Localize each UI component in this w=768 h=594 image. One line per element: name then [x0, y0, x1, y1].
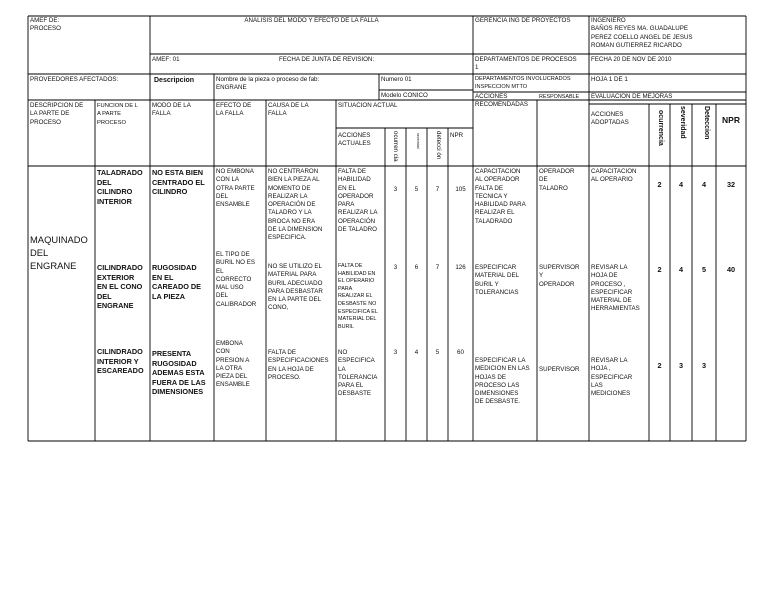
- row3-funcion: CILINDRADO INTERIOR Y ESCAREADO: [97, 347, 144, 376]
- amef-de-label: [28, 16, 150, 54]
- row3-acciones: NO ESPECIFICA LA TOLERANCIA PARA EL DESBASTE: [338, 349, 378, 398]
- amef-number: AMEF: 01: [152, 56, 180, 63]
- col-descripcion-parte: DESCRIPCION DE LA PARTE DE PROCESO: [30, 102, 84, 126]
- row2-funcion: CILINDRADO EXTERIOR EN EL CONO DEL ENGRANE: [97, 263, 143, 311]
- col-responsable: RESPONSABLE: [539, 94, 580, 100]
- row1-acciones: FALTA DE HABILIDAD EN EL OPERADOR PARA REALIZAR LA OPERACIÓN DE TALADRO: [338, 168, 378, 234]
- numero: Numero 01: [381, 76, 412, 83]
- row3-deteccion2: 3: [701, 361, 707, 370]
- descripcion-label: Descripcion: [154, 77, 195, 84]
- col-ocurrencia2: ocurrencia: [657, 110, 664, 146]
- row2-severidad2: 4: [678, 265, 684, 274]
- ingeniero-label: INGENIERO: [591, 17, 626, 24]
- row3-recomendadas: ESPECIFICAR LA MEDICION EN LAS HOJAS DE PROCESO LAS DIMENSIONES DE DESBASTE.: [475, 357, 530, 406]
- row2-ocurrencia: 3: [393, 264, 398, 271]
- row1-modo: NO ESTA BIEN CENTRADO EL CILINDRO: [152, 168, 205, 197]
- row2-responsable: SUPERVISOR Y OPERADOR: [539, 264, 580, 288]
- col-acciones-adoptadas: ACCIONES ADOPTADAS: [591, 111, 629, 127]
- col-npr: NPR: [450, 132, 464, 139]
- row2-acciones: FALTA DE HABILIDAD EN EL OPERARIO PARA REALIZAR EL DESBASTE NO ESPECIFICA EL MATERIAL DEL BURIL: [338, 263, 378, 330]
- row1-deteccion: 7: [435, 186, 440, 193]
- row2-causa: NO SE UTILIZO EL MATERIAL PARA BURIL ADECUADO PARA DESBASTAR EN LA PARTE DEL CONO,: [268, 263, 323, 312]
- gerencia: GERENCIA ING DE PROYECTOS: [475, 17, 571, 24]
- amef-de-value: PROCESO: [30, 25, 61, 33]
- row3-ocurrencia2: 2: [657, 361, 662, 370]
- process-name: MAQUINADO DEL ENGRANE: [30, 234, 88, 271]
- row1-ocurrencia2: 2: [657, 180, 662, 189]
- col-funcion: FUNCION DE L A PARTE PROCESO: [97, 103, 138, 126]
- row2-npr2: 40: [726, 265, 736, 274]
- row1-ocurrencia: 3: [393, 186, 398, 193]
- row1-npr: 105: [455, 186, 466, 193]
- row3-deteccion: 5: [435, 349, 440, 356]
- row2-modo: RUGOSIDAD EN EL CAREADO DE LA PIEZA: [152, 263, 202, 301]
- departamentos: DEPARTAMENTOS DE PROCESOS 1: [475, 56, 577, 72]
- row1-efecto: NO EMBONA CON LA OTRA PARTE DEL ENSAMBLE: [216, 168, 255, 209]
- row2-severidad: 6: [414, 264, 419, 271]
- row3-causa: FALTA DE ESPECIFICACIONES EN LA HOJA DE PROCESO.: [268, 349, 329, 381]
- row1-severidad2: 4: [678, 180, 684, 189]
- dept-involucrados: DEPARTAMENTOS INVOLUCRADOS INSPECCION MTTO: [475, 76, 571, 90]
- hoja: HOJA 1 DE 1: [591, 76, 628, 83]
- row3-npr: 60: [457, 349, 464, 356]
- col-deteccion: detecci ón: [435, 131, 442, 160]
- row1-recomendadas: CAPACITACION AL OPERADOR FALTA DE TECNICA Y HABILIDAD PARA REALIZAR EL TALADRADO: [475, 168, 526, 225]
- ingeniero-block: [589, 16, 746, 54]
- ingenieros-names: BAÑOS REYES MA. GUADALUPE PEREZ COELLO ANGEL DE JESUS ROMAN GUTIERREZ RICARDO: [591, 25, 693, 49]
- row3-severidad2: 3: [678, 361, 684, 370]
- nombre-pieza: Nombre de la pieza o proceso de fab: ENGRANE: [216, 76, 320, 92]
- col-causa-falla: CAUSA DE LA FALLA: [268, 102, 309, 118]
- col-situacion-actual: SITUACION ACTUAL: [338, 102, 398, 109]
- row1-adoptadas: CAPACITACION AL OPERARIO: [591, 168, 637, 184]
- col-evaluacion: EVALUACION DE MEJORAS: [591, 93, 673, 100]
- row1-causa: NO CENTRARON BIEN LA PIEZA AL MOMENTO DE REALIZAR LA OPERACIÓN DE TALADRO Y LA BROCA NO ERA DE LA DIMENSION ESPECIFICA.: [268, 168, 323, 242]
- row2-efecto: EL TIPO DE BURIL NO ES EL CORRECTO MAL USO DEL CALIBRADOR: [216, 251, 257, 308]
- col-ocurrencia: ocurren cia: [392, 131, 399, 162]
- row2-deteccion: 7: [435, 264, 440, 271]
- row3-modo: PRESENTA RUGOSIDAD ADEMAS ESTA FUERA DE LAS DIMENSIONES: [152, 349, 206, 397]
- row3-efecto: EMBONA CON PRESION A LA OTRA PIEZA DEL ENSAMBLE: [216, 340, 250, 389]
- row1-responsable: OPERADOR DE TALADRO: [539, 168, 575, 192]
- row2-deteccion2: 5: [701, 265, 707, 274]
- modelo: Modelo CONICO: [381, 92, 428, 99]
- proveedores-afectados: PROVEEDORES AFECTADOS:: [30, 76, 119, 83]
- row1-deteccion2: 4: [701, 180, 707, 189]
- row2-recomendadas: ESPECIFICAR MATERIAL DEL BURIL Y TOLERANCIAS: [475, 264, 520, 296]
- row1-npr2: 32: [726, 180, 736, 189]
- row1-funcion: TALADRADO DEL CILINDRO INTERIOR: [97, 168, 143, 206]
- fecha: FECHA 20 DE NOV DE 2010: [591, 56, 672, 63]
- row1-severidad: 5: [414, 186, 419, 193]
- col-deteccion2: Deteccion: [703, 106, 710, 140]
- row3-npr2: [716, 360, 746, 372]
- col-npr2: NPR: [722, 115, 740, 125]
- row3-ocurrencia: 3: [393, 349, 398, 356]
- page-title: ANALISIS DEL MODO Y EFECTO DE LA FALLA: [244, 17, 379, 24]
- col-severidad: severidad: [416, 133, 420, 149]
- amef-de-label-text: AMEF DE:: [30, 17, 60, 24]
- col-acciones-recomendadas: ACCIONES RECOMENDADAS: [475, 93, 528, 109]
- col-acciones-actuales: ACCIONES ACTUALES: [338, 132, 371, 148]
- col-efecto-falla: EFECTO DE LA FALLA: [216, 102, 252, 118]
- row3-adoptadas: REVISAR LA HOJA , ESPECIFICAR LAS MEDICIONES: [591, 357, 633, 398]
- fecha-junta: FECHA DE JUNTA DE REVISION:: [279, 56, 375, 63]
- col-modo-falla: MODO DE LA FALLA: [152, 102, 191, 118]
- row3-responsable: SUPERVISOR: [539, 366, 580, 373]
- col-severidad2: severidad: [679, 106, 686, 139]
- row2-npr: 126: [455, 264, 466, 271]
- row2-ocurrencia2: 2: [657, 265, 662, 274]
- row3-severidad: 4: [414, 349, 419, 356]
- row2-adoptadas: REVISAR LA HOJA DE PROCESO , ESPECIFICAR MATERIAL DE HERRAMIENTAS: [591, 264, 640, 313]
